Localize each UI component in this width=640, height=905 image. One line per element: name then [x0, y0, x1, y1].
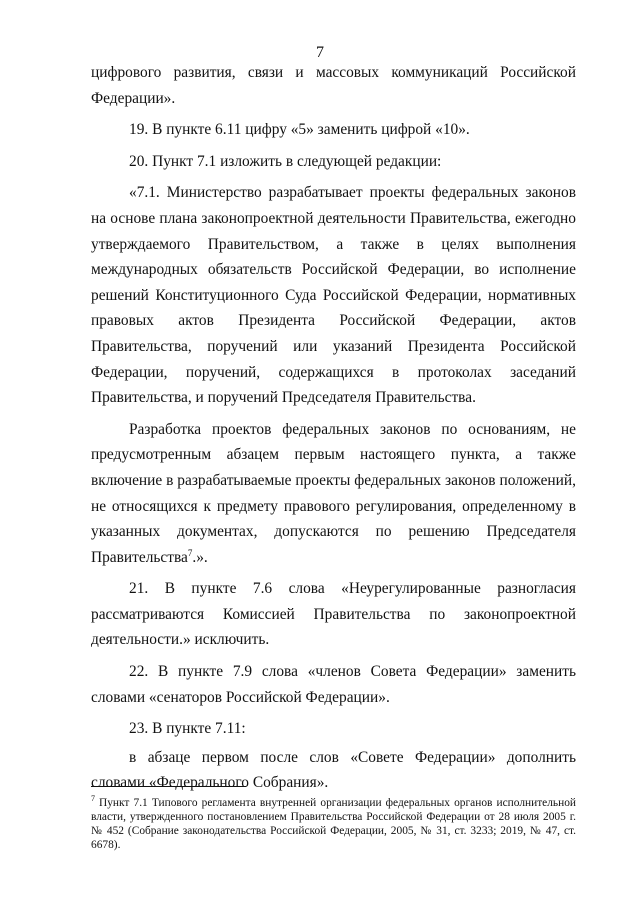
paragraph-item-21: 21. В пункте 7.6 слова «Неурегулированные разногласия рассматриваются Комиссией Правительства по законопроектной деятельности.» исключить.: [91, 580, 576, 649]
footnote-divider: [91, 786, 246, 787]
paragraph-text-end: .».: [192, 548, 208, 566]
paragraph-continuation: цифрового развития, связи и массовых коммуникаций Российской Федерации».: [91, 64, 576, 107]
paragraph-item-22: 22. В пункте 7.9 слова «членов Совета Федерации» заменить словами «сенаторов Российской Федерации».: [91, 663, 576, 706]
paragraph-item-23: 23. В пункте 7.11:: [129, 720, 246, 738]
document-body: [91, 60, 576, 802]
page-number: 7: [316, 44, 324, 61]
paragraph-quoted-7-1: «7.1. Министерство разрабатывает проекты федеральных законов на основе плана законопроектной деятельности Правительства, ежегодно утверждаемого Правительством, а также в целях выполнения международных обязательств Российской Федерации, во исполнение решений Конституционного Суда Российской Федерации, нормативных правовых актов Президента Российской Федерации, актов Правительства, поручений или указаний Президента Российской Федерации, поручений, содержащихся в протоколах заседаний Правительства, и поручений Председателя Правительства.: [91, 184, 576, 407]
footnote: [91, 796, 576, 852]
footnote-reference: 7: [187, 547, 193, 558]
paragraph-quoted-7-1-second: [91, 417, 576, 571]
paragraph-text: Разработка проектов федеральных законов по основаниям, не предусмотренным абзацем первым настоящего пункта, а также включение в разрабатываемые проекты федеральных законов положений, не относящихся к предмету правового регулирования, определенному в указанных документах, допускаются по решению Председателя Правительства: [91, 420, 576, 566]
paragraph-item-19: 19. В пункте 6.11 цифру «5» заменить цифрой «10».: [129, 121, 470, 139]
paragraph-item-23-subitem: в абзаце первом после слов «Совете Федерации» дополнить словами «Федерального Собрания».: [91, 748, 576, 792]
footnote-mark: 7: [91, 794, 95, 804]
footnote-text: Пункт 7.1 Типового регламента внутренней организации федеральных органов исполнительной власти, утвержденного постановлением Правительства Российской Федерации от 28 июля 2005 г. № 452 (Собрание законодательства Российской Федерации, 2005, № 31, ст. 3233; 2019, № 47, ст. 6678).: [91, 797, 576, 851]
paragraph-item-20: 20. Пункт 7.1 изложить в следующей редакции:: [129, 152, 442, 170]
